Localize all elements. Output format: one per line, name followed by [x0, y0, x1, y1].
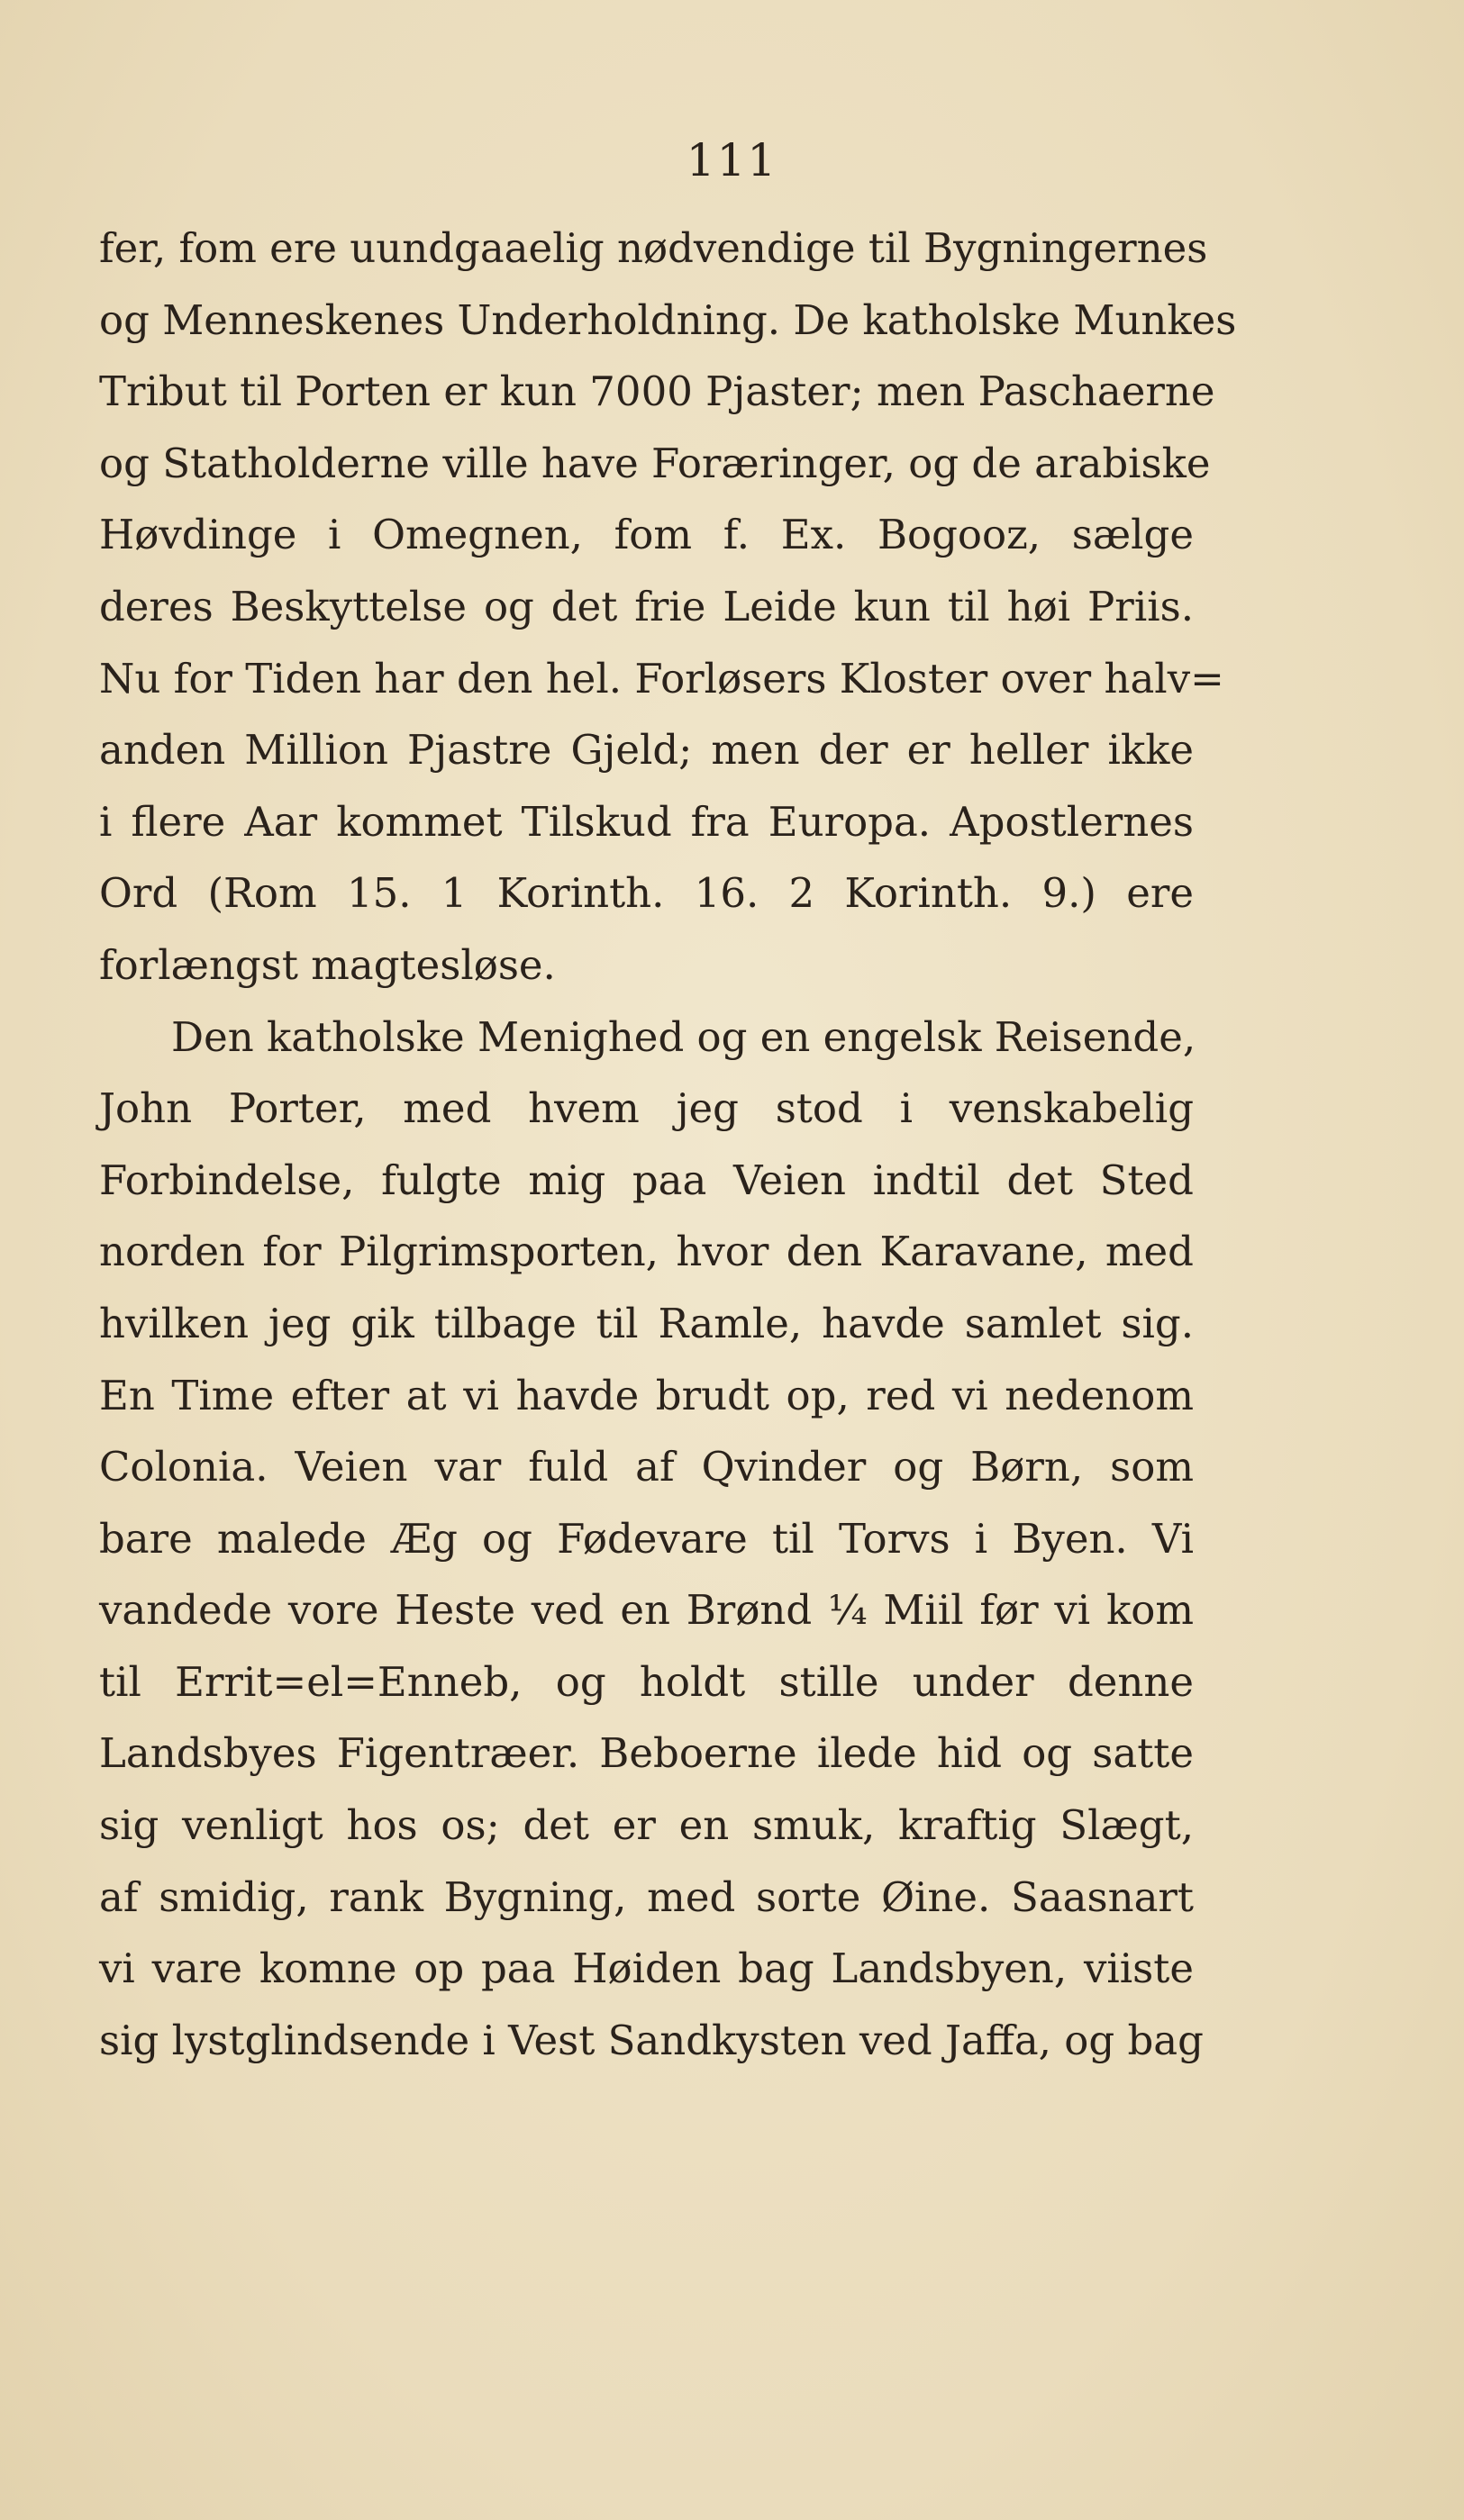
text-line: anden Million Pjastre Gjeld; men der er heller ikke: [99, 726, 1194, 775]
text-line: En Time efter at vi havde brudt op, red vi nedenom: [99, 1371, 1194, 1419]
text-line-paragraph-start: Den katholske Menighed og en engelsk Reisende,: [171, 1012, 1196, 1061]
text-line: bare malede Æg og Fødevare til Torvs i Byen. Vi: [99, 1514, 1194, 1563]
text-line: Tribut til Porten er kun 7000 Pjaster; men Paschaerne: [99, 367, 1215, 416]
body-text: [99, 213, 1237, 2076]
text-line: Høvdinge i Omegnen, fom f. Ex. Bogooz, sælge: [99, 511, 1194, 559]
text-line: og Statholderne ville have Foræringer, og de arabiske: [99, 439, 1211, 487]
text-line: Ord (Rom 15. 1 Korinth. 16. 2 Korinth. 9.) ere: [99, 869, 1194, 918]
text-line: norden for Pilgrimsporten, hvor den Karavane, med: [99, 1228, 1194, 1276]
text-line: af smidig, rank Bygning, med sorte Øine. Saasnart: [99, 1872, 1194, 1921]
text-line: sig venligt hos os; det er en smuk, kraftig Slægt,: [99, 1801, 1194, 1850]
text-line: til Errit=el=Enneb, og holdt stille under denne: [99, 1657, 1194, 1706]
text-line: vi vare komne op paa Høiden bag Landsbyen, viiste: [99, 1944, 1194, 1993]
text-line: deres Beskyttelse og det frie Leide kun til høi Priis.: [99, 582, 1194, 630]
text-line: Forbindelse, fulgte mig paa Veien indtil det Sted: [99, 1156, 1194, 1204]
text-line: sig lystglindsende i Vest Sandkysten ved Jaffa, og bag: [99, 2016, 1204, 2064]
text-line: i flere Aar kommet Tilskud fra Europa. Apostlernes: [99, 797, 1194, 846]
text-line: Colonia. Veien var fuld af Qvinder og Børn, som: [99, 1443, 1194, 1491]
text-line: hvilken jeg gik tilbage til Ramle, havde samlet sig.: [99, 1299, 1194, 1347]
text-line: fer, fom ere uundgaaelig nødvendige til Bygningernes: [99, 224, 1208, 272]
text-line: vandede vore Heste ved en Brønd ¼ Miil før vi kom: [99, 1586, 1194, 1635]
text-line: John Porter, med hvem jeg stod i venskabelig: [99, 1084, 1194, 1133]
text-line-paragraph-end: forlængst magtesløse.: [99, 940, 556, 989]
text-line: Landsbyes Figentræer. Beboerne ilede hid og satte: [99, 1729, 1194, 1778]
page-number: 111: [686, 134, 778, 186]
text-line: og Menneskenes Underholdning. De katholske Munkes: [99, 295, 1237, 344]
text-line: Nu for Tiden har den hel. Forløsers Kloster over halv=: [99, 654, 1224, 703]
